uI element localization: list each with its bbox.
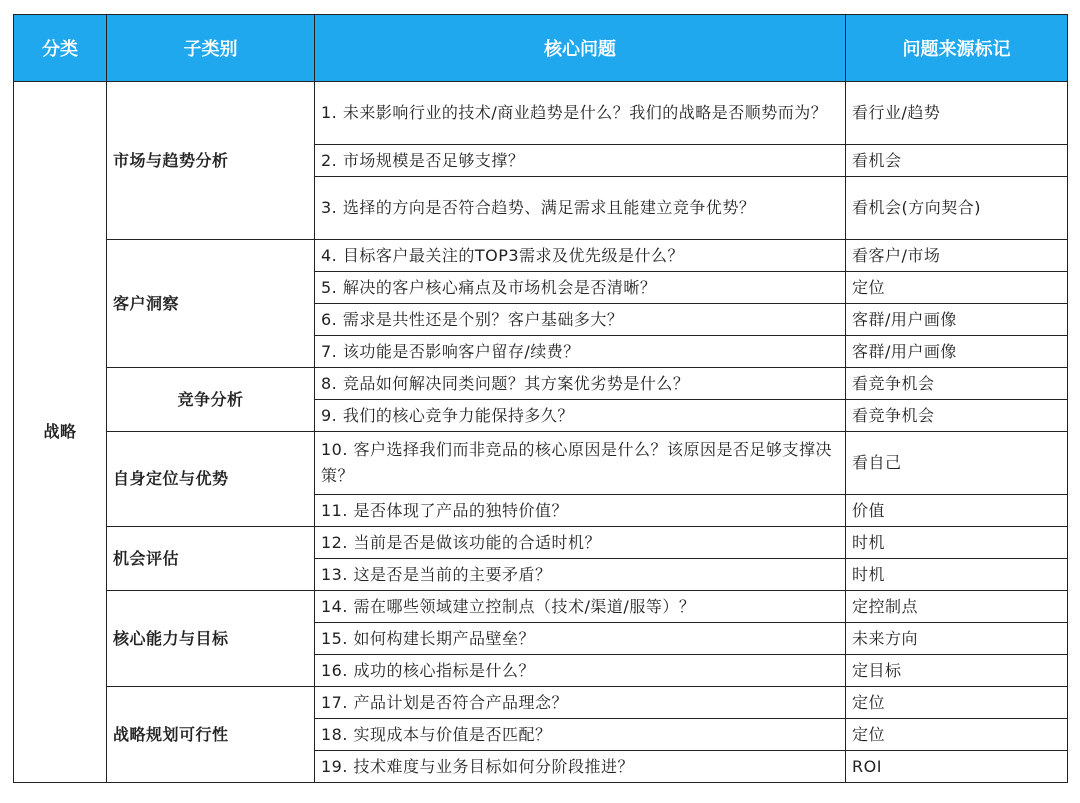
question-cell: 11. 是否体现了产品的独特价值？ [315,495,846,527]
table-header-row [14,15,1068,82]
table-row [14,527,1068,559]
question-cell: 16. 成功的核心指标是什么？ [315,655,846,687]
source-cell: 时机 [846,527,1068,559]
source-cell: 定位 [846,719,1068,751]
source-cell: 看机会 [846,145,1068,177]
question-cell: 17. 产品计划是否符合产品理念？ [315,687,846,719]
subcategory-cell: 竞争分析 [107,368,315,432]
question-cell: 14. 需在哪些领域建立控制点（技术/渠道/服等）？ [315,591,846,623]
strategy-question-table [13,14,1068,783]
question-cell: 1. 未来影响行业的技术/商业趋势是什么？我们的战略是否顺势而为？ [315,82,846,145]
question-cell: 2. 市场规模是否足够支撑？ [315,145,846,177]
table-row [14,432,1068,495]
question-cell: 18. 实现成本与价值是否匹配？ [315,719,846,751]
table-row [14,368,1068,400]
source-cell: 看机会(方向契合) [846,177,1068,240]
source-cell: 定控制点 [846,591,1068,623]
table-row [14,687,1068,719]
source-cell: 定位 [846,272,1068,304]
question-cell: 3. 选择的方向是否符合趋势、满足需求且能建立竞争优势？ [315,177,846,240]
source-cell: 看自己 [846,432,1068,495]
source-cell: 定目标 [846,655,1068,687]
table-row [14,591,1068,623]
source-cell: ROI [846,751,1068,783]
table-row [14,240,1068,272]
source-cell: 看竞争机会 [846,400,1068,432]
source-cell: 时机 [846,559,1068,591]
subcategory-cell: 机会评估 [107,527,315,591]
source-cell: 价值 [846,495,1068,527]
source-cell: 客群/用户画像 [846,336,1068,368]
source-cell: 看行业/趋势 [846,82,1068,145]
table-row [14,82,1068,145]
strategy-question-table-wrapper [13,14,1068,783]
source-cell: 看客户/市场 [846,240,1068,272]
source-cell: 看竞争机会 [846,368,1068,400]
subcategory-cell: 核心能力与目标 [107,591,315,687]
question-cell: 8. 竞品如何解决同类问题？其方案优劣势是什么？ [315,368,846,400]
question-cell: 5. 解决的客户核心痛点及市场机会是否清晰？ [315,272,846,304]
header-source: 问题来源标记 [846,15,1068,82]
subcategory-cell: 客户洞察 [107,240,315,368]
source-cell: 未来方向 [846,623,1068,655]
source-cell: 定位 [846,687,1068,719]
subcategory-cell: 自身定位与优势 [107,432,315,527]
question-cell: 15. 如何构建长期产品壁垒？ [315,623,846,655]
question-cell: 9. 我们的核心竞争力能保持多久？ [315,400,846,432]
source-cell: 客群/用户画像 [846,304,1068,336]
question-cell: 19. 技术难度与业务目标如何分阶段推进？ [315,751,846,783]
question-cell: 13. 这是否是当前的主要矛盾？ [315,559,846,591]
header-question: 核心问题 [315,15,846,82]
question-cell: 12. 当前是否是做该功能的合适时机？ [315,527,846,559]
question-cell: 6. 需求是共性还是个别？客户基础多大？ [315,304,846,336]
question-cell: 10. 客户选择我们而非竞品的核心原因是什么？该原因是否足够支撑决策？ [315,432,846,495]
header-subcategory: 子类别 [107,15,315,82]
question-cell: 4. 目标客户最关注的TOP3需求及优先级是什么？ [315,240,846,272]
category-cell: 战略 [14,82,107,783]
question-cell: 7. 该功能是否影响客户留存/续费？ [315,336,846,368]
subcategory-cell: 市场与趋势分析 [107,82,315,240]
subcategory-cell: 战略规划可行性 [107,687,315,783]
header-category: 分类 [14,15,107,82]
